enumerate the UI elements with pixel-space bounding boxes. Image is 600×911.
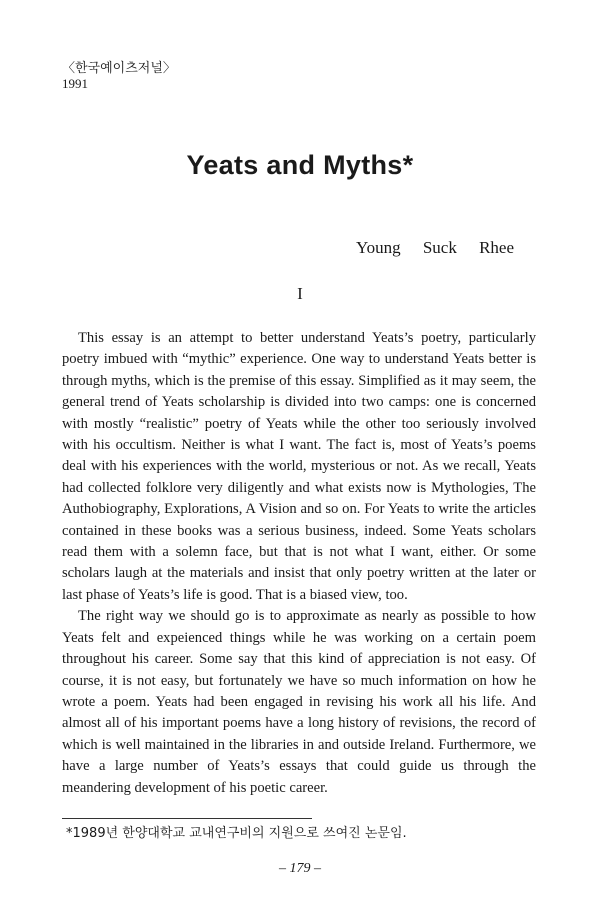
journal-year: 1991	[62, 76, 88, 91]
section-number: I	[297, 284, 303, 303]
journal-name: 〈한국예이츠저널〉	[62, 60, 176, 75]
article-title: Yeats and Myths*	[186, 150, 414, 180]
paragraph: The right way we should go is to approximate as nearly as possible to how Yeats felt and expeienced things while he was working on a certain poem throughout his career. Some say that this kind of appreciation is not easy. Of course, it is not easy, but fortunately we have so much information on how he wrote a poem. Yeats had been engaged in revising his work all his life. And almost all of his important poems have a long history of revisions, the record of which is well maintained in the libraries in and outside Ireland. Furthermore, we have a large number of Yeats’s essays that could guide us through the meandering development of his poetic career.	[62, 608, 536, 796]
footnote: *1989년 한양대학교 교내연구비의 지원으로 쓰여진 논문임.	[66, 826, 407, 841]
page-number: – 179 –	[279, 861, 321, 876]
author-name: Young Suck Rhee	[356, 238, 515, 257]
journal-header	[62, 60, 176, 92]
paragraph: This essay is an attempt to better understand Yeats’s poetry, particularly poetry imbued with “mythic” experience. One way to understand Yeats better is through myths, which is the premise of this essay. Simplified as it may seem, the general trend of Yeats scholarship is divided into two camps: one is concerned with mostly “realistic” poetry of Yeats while the other too seriously involved with his occultism. Neither is what I want. The fact is, most of Yeats’s poems deal with his experiences with the world, mysterious or not. As we recall, Yeats had collected folklore very diligently and what exists now is Mythologies, The Authobiography, Explorations, A Vision and so on. For Yeats to write the articles contained in these books was a serious business, indeed. Some Yeats scholars read them with a solemn face, but that is not what I want, either. Or some scholars laugh at the materials and insist that only poetry written at the later or last phase of Yeats’s life is good. That is a biased view, too.	[62, 330, 536, 603]
body-text	[62, 328, 536, 799]
footnote-divider	[62, 818, 312, 819]
